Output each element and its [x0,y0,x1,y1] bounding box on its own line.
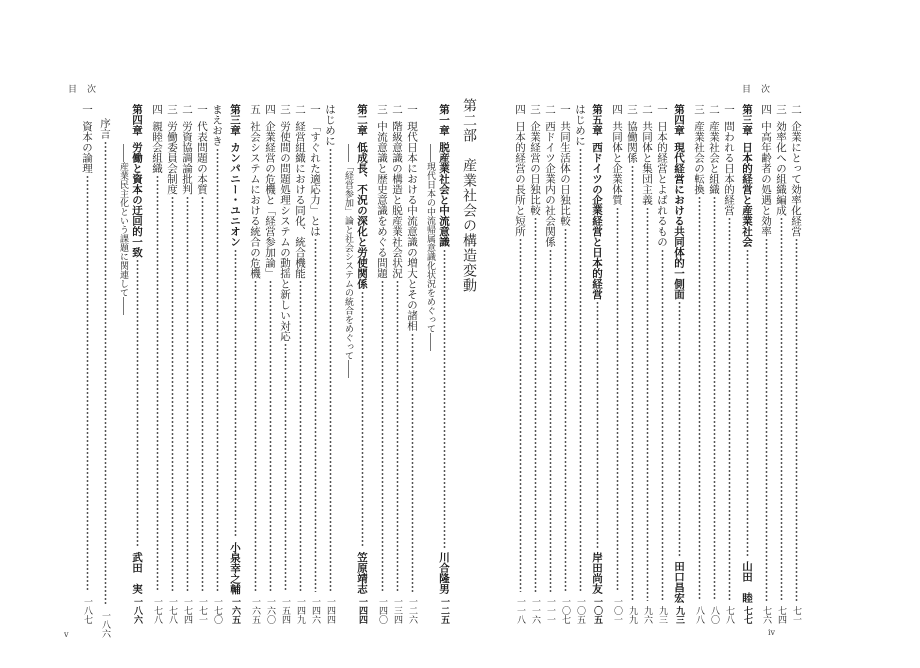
part-title: 第二部 産業社会の構造変動 [461,98,477,293]
chapter-subtitle [341,104,355,664]
toc-entry [759,104,773,624]
entry-title: 日本的経営とよばれるもの [656,120,668,247]
entry-page: 一七一 [197,597,207,624]
leader-dots [625,165,639,602]
entry-page: 一七八 [167,597,177,624]
entry-number: 四 [514,104,526,115]
entry-title: はじめに [324,104,336,146]
entry-page: 一〇五 [592,597,602,624]
toc-chapter [228,104,242,624]
toc-entry [707,104,721,624]
entry-title: 労資協調論批判 [181,120,193,194]
entry-number: 一 [196,104,208,115]
entry-title: 労働委員会制度 [166,120,178,194]
entry-page: 一一六 [530,597,540,624]
leader-dots [390,280,404,592]
entry-number: 三 [775,104,787,115]
entry-page: 一七八 [152,597,162,624]
toc-entry [640,104,654,624]
entry-page: 一二五 [439,597,449,624]
subtitle-text: ――産業民主化という課題に関連して―― [118,144,128,315]
leader-dots [528,217,542,592]
toc-entry [263,104,277,624]
toc-entry [655,104,669,624]
toc-entry [150,104,164,624]
entry-page: 一七四 [182,597,192,624]
chapter-title: 脱産業社会と中流意識 [438,141,450,247]
entry-page: 一六〇 [265,597,275,624]
chapter-author: 田口昌宏 [673,561,685,603]
leader-dots [405,333,419,593]
entry-title: 階級意識の構造と脱産業社会状況 [391,120,403,278]
toc-entry [278,104,292,624]
entry-page: 九九 [627,606,637,624]
toc-entry [98,104,112,638]
entry-title: 中高年齢者の処遇と効率 [760,120,772,236]
leader-dots [722,217,736,601]
toc-entry [390,104,404,624]
entry-number: 五 [249,104,261,115]
leader-dots [590,301,604,548]
entry-number: 二 [544,104,556,115]
leader-dots [355,291,369,549]
chapter-number: 第四章 [131,104,143,136]
leader-dots [610,207,624,593]
chapter-author: 岸田尚友 [591,552,603,594]
right-page-header: 目次 [742,85,781,95]
entry-page: 一〇一 [612,597,622,624]
toc-chapter [437,104,451,624]
leader-dots [165,196,179,592]
entry-title: 資本の論理 [81,120,93,173]
entry-number: 三 [693,104,705,115]
entry-number: 二 [181,104,193,115]
entry-number: 二 [790,104,802,115]
toc-entry [165,104,179,624]
entry-page: 一〇七 [560,597,570,624]
leader-dots [130,259,144,548]
toc-entry [722,104,736,624]
chapter-number: 第一章 [438,104,450,136]
right-page-marker: iv [768,628,776,637]
leader-dots [228,249,242,538]
toc-entry [323,104,337,624]
entry-title: 現代日本における中流意識の増大とその諸相 [406,120,418,331]
entry-title: 日本的経営の長所と短所 [514,120,526,236]
leader-dots [278,343,292,592]
entry-number: 一 [656,104,668,115]
entry-number: 二 [391,104,403,115]
entry-page: 一七〇 [212,597,222,624]
leader-dots [437,249,451,549]
chapter-author: 山田 睦 [741,561,753,603]
chapter-title: カンパニー・ユニオン [229,141,241,247]
leader-dots [308,238,322,592]
chapter-title: 日本的経営と産業社会 [741,141,753,247]
toc-entry [558,104,572,624]
toc-chapter [355,104,369,624]
leader-dots [195,196,209,592]
entry-page: 一八六 [100,611,110,638]
entry-number: 三 [376,104,388,115]
entry-title: 企業にとって効率化経営 [790,120,802,236]
leader-dots [655,249,669,602]
leader-dots [210,148,224,592]
toc-entry [293,104,307,624]
entry-title: はじめに [574,104,586,146]
entry-title: 社会システムにおける統合の危機 [249,120,261,278]
entry-page: 七七 [742,606,752,624]
toc-chapter [130,104,144,624]
entry-number: 三 [529,104,541,115]
entry-page: 一四〇 [377,597,387,624]
leader-dots [248,280,262,592]
entry-title: 共同体と企業体質 [611,120,623,205]
entry-title: 経営組織における同化、統合機能 [294,120,306,278]
left-page-marker: v [64,630,69,639]
leader-dots [789,238,803,601]
leader-dots [80,175,94,592]
toc-entry [375,104,389,624]
entry-page: 一四六 [310,597,320,624]
left-page-header: 目次 [68,85,107,95]
entry-number: 四 [151,104,163,115]
leader-dots [293,280,307,592]
entry-number: 二 [641,104,653,115]
chapter-author: 武田 実 [131,552,143,594]
entry-page: 一五四 [280,597,290,624]
toc-entry [248,104,262,624]
entry-number: 四 [760,104,772,115]
entry-title: 協働関係 [626,120,638,163]
entry-page: 七八 [724,606,734,624]
toc-entry [513,104,527,624]
toc-entry [80,104,94,624]
chapter-number: 第二章 [356,104,368,136]
leader-dots [150,175,164,592]
toc-entry [573,104,587,624]
leader-dots [558,228,572,593]
toc-entry [210,104,224,624]
chapter-title: 低成長、不況の深化と労使関係 [356,141,368,289]
chapter-author: 笠原靖志 [356,552,368,594]
entry-page: 一四四 [357,597,367,624]
leader-dots [513,238,527,592]
entry-page: 一〇五 [575,597,585,624]
leader-dots [263,280,277,592]
entry-number: 三 [166,104,178,115]
toc-entry [195,104,209,624]
chapter-number: 第三章 [229,104,241,136]
leader-dots [375,280,389,592]
leader-dots [759,238,773,601]
entry-title: 産業社会と組織 [708,120,720,194]
toc-chapter [740,104,754,624]
entry-title: 企業経営の日独比較 [529,120,541,215]
entry-title: まえおき [211,104,223,146]
toc-entry [692,104,706,624]
chapter-author: 小泉幸之輔 [229,541,241,594]
toc-entry [528,104,542,624]
chapter-number: 第三章 [741,104,753,136]
entry-number: 三 [626,104,638,115]
entry-title: 共同体と集団主義 [641,120,653,205]
chapter-subtitle [423,104,437,664]
leader-dots [672,301,686,557]
chapter-subtitle [116,104,130,664]
entry-page: 八〇 [709,606,719,624]
entry-title: 共同生活体の日独比較 [559,120,571,226]
toc-entry [405,104,419,624]
leader-dots [180,196,194,592]
entry-page: 一八六 [132,597,142,624]
subtitle-text: ――現代日本の中流帰属意識化状況をめぐって―― [425,144,435,351]
entry-page: 一二六 [407,597,417,624]
entry-page: 一一八 [515,597,525,624]
entry-title: 産業社会の転換 [693,120,705,194]
entry-number: 二 [708,104,720,115]
entry-page: 一八七 [82,597,92,624]
toc-entry [180,104,194,624]
toc-entry [789,104,803,624]
entry-title: 西ドイツ企業内の社会関係 [544,120,556,247]
entry-number: 一 [81,104,93,115]
entry-page: 七四 [776,606,786,624]
entry-page: 一三四 [392,597,402,624]
entry-page: 一四四 [325,597,335,624]
entry-page: 九三 [674,606,684,624]
entry-number: 四 [611,104,623,115]
entry-title: 労使間の問題処理システムの動揺と新しい対応 [279,120,291,341]
entry-title: 問われる日本的経営 [723,120,735,215]
leader-dots [98,141,112,606]
leader-dots [774,217,788,601]
chapter-author: 川合隆男 [438,552,450,594]
entry-page: 七六 [761,606,771,624]
chapter-number: 第四章 [673,104,685,136]
toc-chapter [590,104,604,624]
entry-number: 四 [264,104,276,115]
leader-dots [573,148,587,592]
entry-page: 一六五 [250,597,260,624]
entry-page: 一一一 [545,597,555,624]
entry-title: 序言 [99,118,111,139]
entry-title: 代表問題の本質 [196,120,208,194]
leader-dots [640,207,654,602]
toc-entry [610,104,624,624]
entry-title: 親睦会組織 [151,120,163,173]
chapter-number: 第五章 [591,104,603,136]
entry-title: 効率化への組織編成 [775,120,787,215]
entry-page: 九六 [642,606,652,624]
entry-page: 七一 [791,606,801,624]
entry-number: 一 [723,104,735,115]
entry-number: 一 [406,104,418,115]
entry-number: 三 [279,104,291,115]
toc-entry [625,104,639,624]
leader-dots [323,148,337,592]
entry-title: 中流意識と歴史意識をめぐる問題 [376,120,388,278]
chapter-title: 現代経営における共同体的一側面 [673,141,685,299]
leader-dots [543,249,557,593]
toc-entry [308,104,322,624]
subtitle-text: ――「経営参加」論と社会システムの統合をめぐって―― [343,144,353,378]
leader-dots [692,196,706,601]
entry-page: 八八 [694,606,704,624]
toc-chapter [672,104,686,624]
entry-page: 一六五 [230,597,240,624]
toc-entry [774,104,788,624]
leader-dots [707,196,721,601]
entry-page: 九三 [657,606,667,624]
toc-entry [543,104,557,624]
entry-number: 一 [559,104,571,115]
leader-dots [740,249,754,558]
chapter-title: 労働と資本の迂回的一致 [131,141,143,257]
entry-number: 一 [309,104,321,115]
entry-title: 企業経営の危機と「経営参加論」 [264,120,276,278]
entry-number: 二 [294,104,306,115]
entry-page: 一四九 [295,597,305,624]
chapter-title: 西ドイツの企業経営と日本的経営 [591,141,603,299]
entry-title: 「すぐれた適応力」とは [309,120,321,236]
